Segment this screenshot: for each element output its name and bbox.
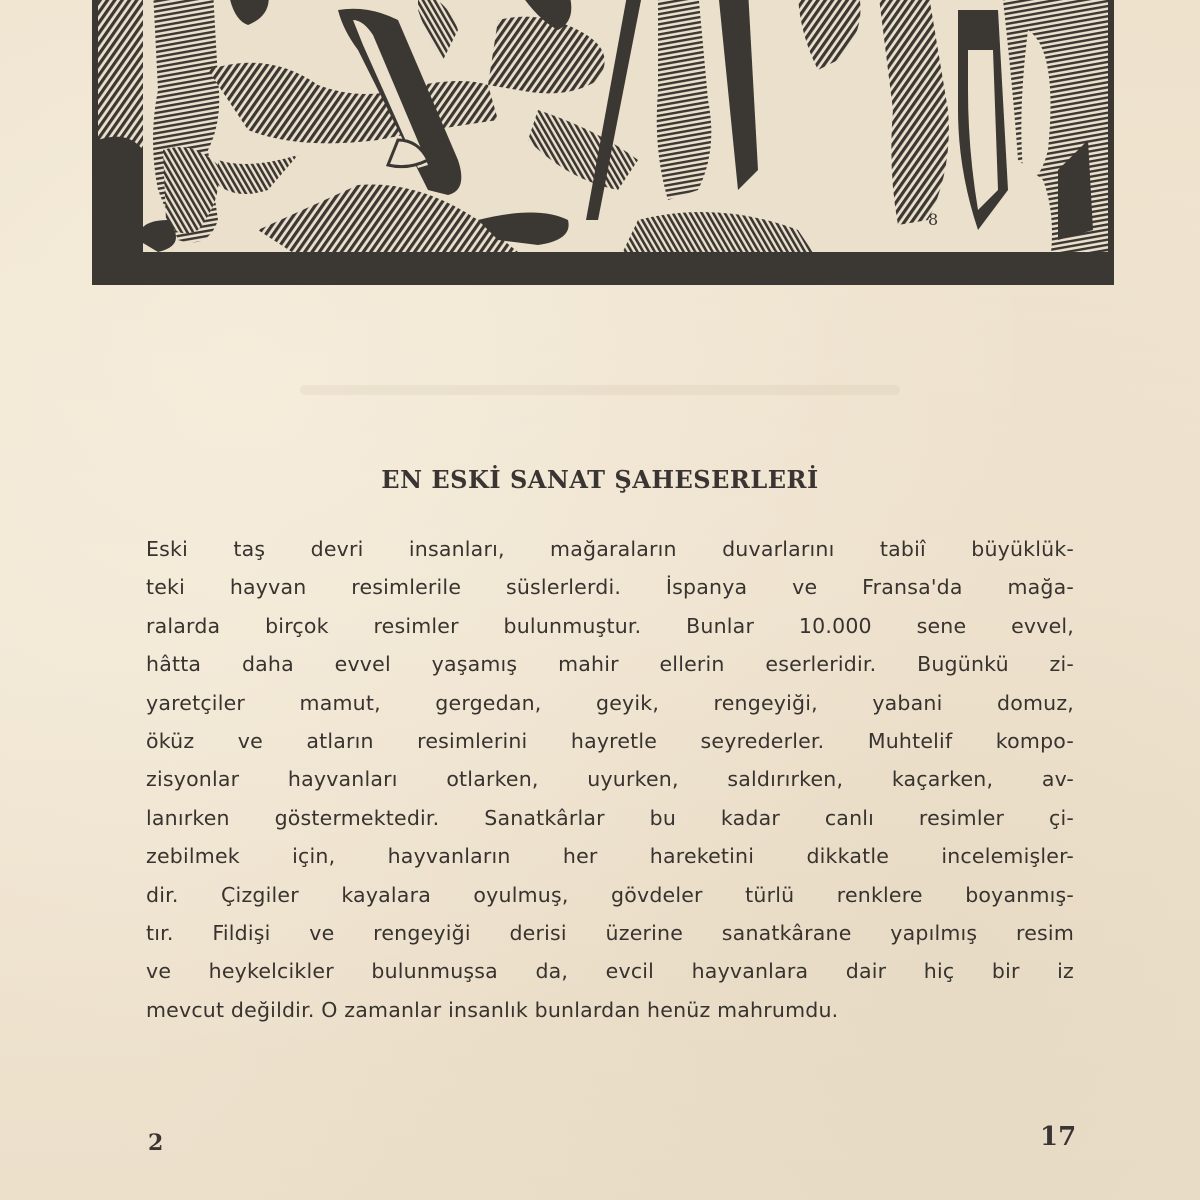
text-line: lanırken göstermektedir. Sanatkârlar bu kadar canlı resimler çi- [146, 805, 1074, 830]
woodcut-figures-image [98, 0, 1108, 275]
woodcut-illustration [92, 0, 1114, 285]
text-line: tır. Fildişi ve rengeyiği derisi üzerine sanatkârane yapılmış resim [146, 920, 1074, 945]
text-line: ve heykelcikler bulunmuşsa da, evcil hayvanlara dair hiç bir iz [146, 959, 1074, 984]
text-line: öküz ve atların resimlerini hayretle seyrederler. Muhtelif kompo- [146, 728, 1074, 753]
text-line: hâtta daha evvel yaşamış mahir ellerin eserleridir. Bugünkü zi- [146, 652, 1074, 677]
text-line: zebilmek için, hayvanların her hareketini dikkatle incelemişler- [146, 844, 1074, 869]
text-line: Eski taş devri insanları, mağaraların duvarlarını tabiî büyüklük- [146, 537, 1074, 561]
signature-mark: 8 [928, 210, 939, 229]
signature-number: 2 [148, 1130, 164, 1156]
text-line: ralarda birçok resimler bulunmuştur. Bunlar 10.000 sene evvel, [146, 613, 1074, 638]
text-line: yaretçiler mamut, gergedan, geyik, rengeyiği, yabani domuz, [146, 690, 1074, 715]
text-line: dir. Çizgiler kayalara oyulmuş, gövdeler türlü renklere boyanmış- [146, 882, 1074, 907]
page-number: 17 [1040, 1122, 1077, 1152]
text-line: zisyonlar hayvanları otlarken, uyurken, saldırırken, kaçarken, av- [146, 767, 1074, 792]
chapter-title: EN ESKİ SANAT ŞAHESERLERİ [381, 465, 819, 495]
text-line: mevcut değildir. O zamanlar insanlık bunlardan henüz mahrumdu. [146, 997, 839, 1022]
text-line: teki hayvan resimlerile süslerlerdi. İspanya ve Fransa'da mağa- [146, 575, 1074, 600]
body-paragraph [146, 530, 1074, 1029]
bleed-through-shadow [300, 385, 900, 395]
